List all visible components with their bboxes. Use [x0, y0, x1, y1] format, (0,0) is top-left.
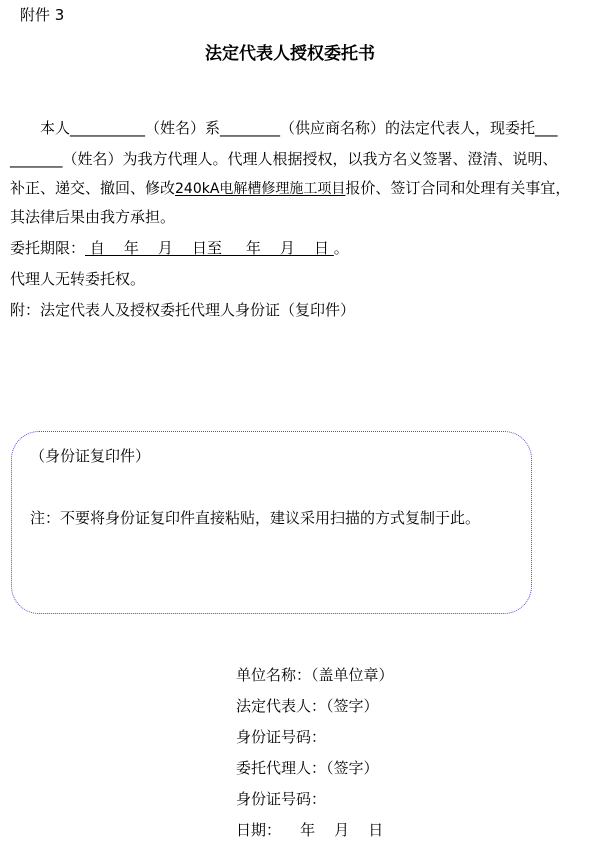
body-line-2	[10, 149, 558, 169]
sign-date: 日期： 年 月 日	[236, 821, 384, 839]
term-label: 委托期限：	[10, 239, 86, 257]
sign-legal-rep: 法定代表人：（签字）	[236, 697, 379, 715]
body-text: 补正、递交、撤回、修改	[10, 179, 176, 197]
agent-blank: ___	[535, 119, 558, 137]
sign-id-2: 身份证号码：	[236, 790, 327, 808]
id-copy-heading: （身份证复印件）	[30, 447, 151, 465]
sign-id-1: 身份证号码：	[236, 728, 327, 746]
annex-label: 附件 3	[20, 6, 65, 24]
sign-unit: 单位名称：（盖单位章）	[236, 666, 394, 684]
body-text: 报价、签订合同和处理有关事宜，	[345, 179, 571, 197]
no-subdelegation: 代理人无转委托权。	[10, 270, 146, 288]
document-title: 法定代表人授权委托书	[205, 44, 375, 64]
id-copy-note: 注：不要将身份证复印件直接粘贴，建议采用扫描的方式复制于此。	[30, 509, 481, 527]
agent-name-blank: _______	[10, 150, 63, 168]
sign-agent: 委托代理人：（签字）	[236, 759, 379, 777]
body-text: （姓名）系	[145, 119, 221, 137]
term-value: 自 年 月 日至 年 月 日	[85, 239, 334, 257]
name-blank: __________	[70, 119, 146, 137]
body-line-1	[40, 118, 558, 138]
body-text: （供应商名称）的法定代表人，现委托	[280, 119, 536, 137]
term-end: 。	[333, 239, 349, 257]
attachment-note: 附：法定代表人及授权委托代理人身份证（复印件）	[10, 301, 356, 319]
body-text: （姓名）为我方代理人。代理人根据授权，以我方名义签署、澄清、说明、	[62, 150, 558, 168]
body-line-3	[10, 178, 570, 199]
term-line	[10, 238, 349, 258]
body-text: 本人	[40, 119, 71, 137]
body-line-4: 其法律后果由我方承担。	[10, 208, 176, 226]
supplier-blank: ________	[220, 119, 281, 137]
project-name: 240kA电解槽修理施工项目	[175, 181, 346, 197]
